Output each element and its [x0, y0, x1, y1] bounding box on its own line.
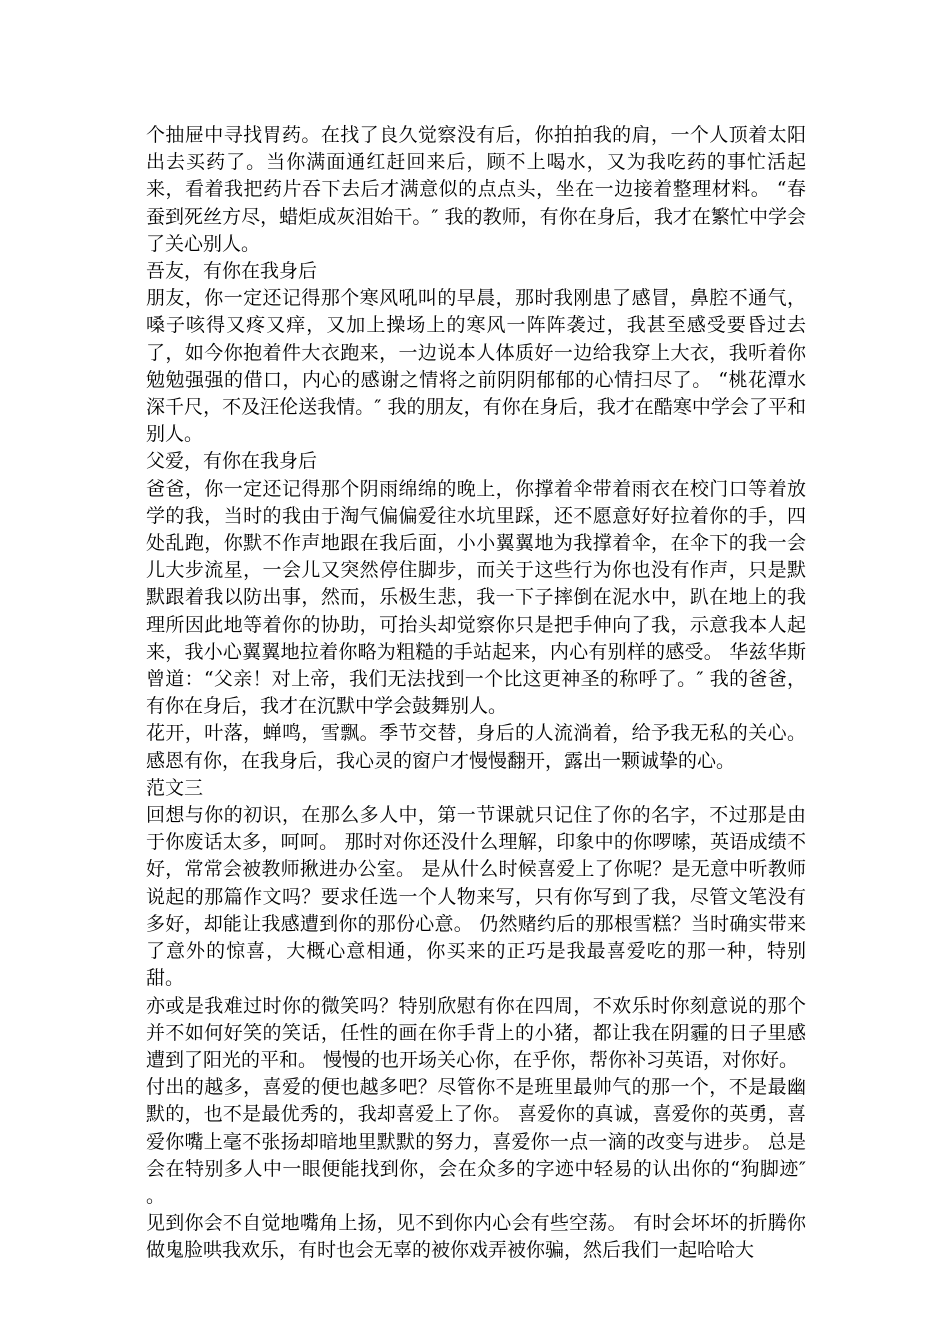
- paragraph-seeing-you: 见到你会不自觉地嘴角上扬，见不到你内心会有些空荡。 有时会坏坏的折腾你做鬼脸哄我欢乐，有时也会无辜的被你戏弄被你骗，然后我们一起哈哈大: [146, 1212, 806, 1262]
- heading-father: 父爱，有你在我身后: [146, 450, 318, 473]
- document-body: [146, 122, 806, 1265]
- paragraph-teacher-ending: 个抽屉中寻找胃药。在找了良久觉察没有后，你拍拍我的肩，一个人顶着太阳出去买药了。当你满面通红赶回来后，顾不上喝水，又为我吃药的事忙活起来，看着我把药片吞下去后才满意似的点点头，坐在一边接着整理材料。 “春蚕到死丝方尽，蜡炬成灰泪始干。″ 我的教师，有你在身后，我才在繁忙中学会了关心别人。: [146, 124, 806, 255]
- paragraph-giving: 付出的越多，喜爱的便也越多吧？尽管你不是班里最帅气的那一个，不是最幽默的，也不是最优秀的，我却喜爱上了你。 喜爱你的真诚，喜爱你的英勇，喜爱你嘴上毫不张扬却暗地里默默的努力，喜爱你一点一滴的改变与进步。 总是会在特别多人中一眼便能找到你，会在众多的字迹中轻易的认出你的“狗脚迹″ 。: [146, 1076, 806, 1207]
- paragraph-smile: 亦或是我难过时你的微笑吗？特别欣慰有你在四周，不欢乐时你刻意说的那个并不如何好笑的笑话，任性的画在你手背上的小猪，都让我在阴霾的日子里感遭到了阳光的平和。 慢慢的也开场关心你，在乎你，帮你补习英语，对你好。: [146, 994, 806, 1071]
- paragraph-father: 爸爸，你一定还记得那个阴雨绵绵的晚上，你撑着伞带着雨衣在校门口等着放学的我，当时的我由于淘气偏偏爱往水坑里踩，还不愿意好好拉着你的手，四处乱跑，你默不作声地跟在我后面，小小翼翼地为我撑着伞，在伞下的我一会儿大步流星，一会儿又突然停住脚步，而关于这些行为你也没有作声，只是默默跟着我以防出事，然而，乐极生悲，我一下子摔倒在泥水中，趴在地上的我理所因此地等着你的协助，可抬头却觉察你只是把手伸向了我，示意我本人起来，我小心翼翼地拉着你略为粗糙的手站起来，内心有别样的感受。 华兹华斯曾道：“父亲！对上帝，我们无法找到一个比这更神圣的称呼了。″ 我的爸爸，有你在身后，我才在沉默中学会鼓舞别人。: [146, 477, 806, 718]
- paragraph-seasons: 花开，叶落，蝉鸣，雪飘。季节交替，身后的人流淌着，给予我无私的关心。感恩有你，在我身后，我心灵的窗户才慢慢翻开，露出一颗诚挚的心。: [146, 722, 806, 772]
- heading-sample-three: 范文三: [146, 776, 204, 799]
- paragraph-friend: 朋友，你一定还记得那个寒风吼叫的早晨，那时我刚患了感冒，鼻腔不通气，嗓子咳得又疼又痒，又加上操场上的寒风一阵阵袭过，我甚至感受要昏过去了，如今你抱着件大衣跑来，一边说本人体质好一边给我穿上大衣，我听着你勉勉强强的借口，内心的感谢之情将之前阴阴郁郁的心情扫尽了。 “桃花潭水深千尺，不及汪伦送我情。″ 我的朋友，有你在身后，我才在酷寒中学会了平和别人。: [146, 287, 806, 446]
- heading-friend: 吾友，有你在我身后: [146, 260, 318, 283]
- paragraph-first-meeting: 回想与你的初识，在那么多人中，第一节课就只记住了你的名字，不过那是由于你废话太多，呵呵。 那时对你还没什么理解，印象中的你啰嗦，英语成绩不好，常常会被教师揪进办公室。 是从什么时候喜爱上了你呢？是无意中听教师说起的那篇作文吗？要求任选一个人物来写，只有你写到了我，尽管文笔没有多好，却能让我感遭到你的那份心意。 仍然赌约后的那根雪糕？当时确实带来了意外的惊喜，大概心意相通，你买来的正巧是我最喜爱吃的那一种，特别甜。: [146, 804, 806, 990]
